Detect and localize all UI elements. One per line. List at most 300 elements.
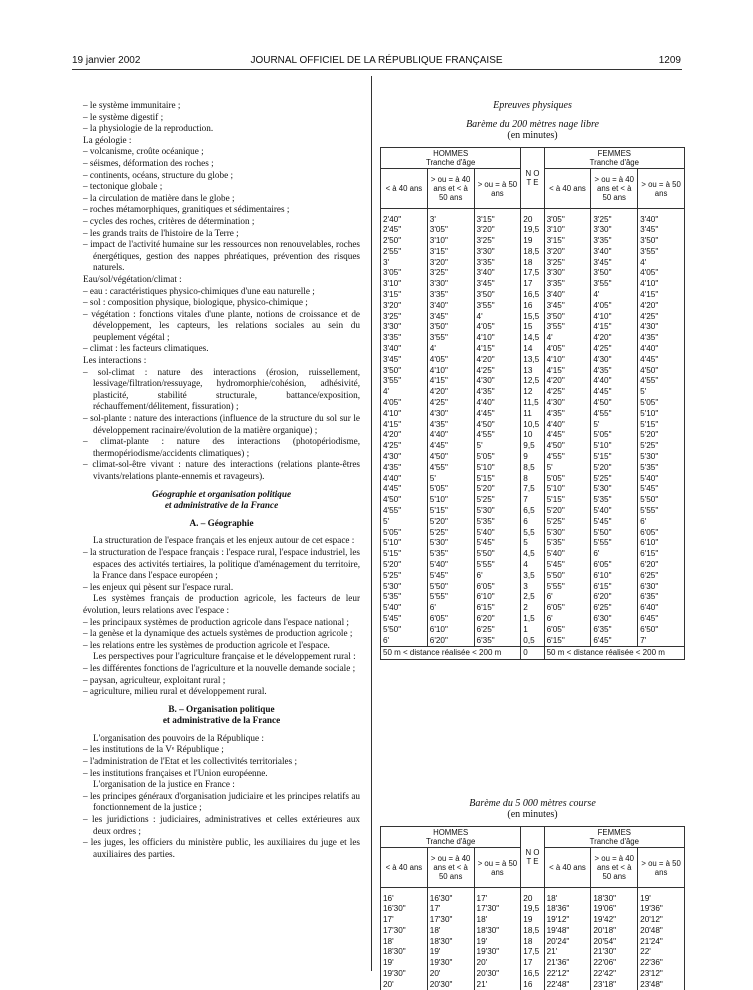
time-cell: 4'25" <box>591 344 638 355</box>
note-cell: 8,5 <box>521 463 544 474</box>
time-cell: 6'35" <box>474 636 521 647</box>
time-cell: 6'05" <box>427 614 474 625</box>
time-cell: 19' <box>381 958 428 969</box>
time-cell: 5'10" <box>591 441 638 452</box>
list-item: – volcanisme, croûte océanique ; <box>83 146 360 158</box>
time-cell: 3'30" <box>427 279 474 290</box>
time-cell: 5'25" <box>638 441 685 452</box>
note-cell: 11,5 <box>521 398 544 409</box>
time-cell: 6' <box>638 517 685 528</box>
time-cell: 6'05" <box>591 560 638 571</box>
note-cell: 1 <box>521 625 544 636</box>
note-cell: 10 <box>521 430 544 441</box>
time-cell: 4'30" <box>427 409 474 420</box>
time-cell: 5'30" <box>427 538 474 549</box>
time-cell: 21'36" <box>544 958 591 969</box>
paragraph: et administrative de la France <box>162 715 281 726</box>
time-cell: 5'10" <box>381 538 428 549</box>
time-cell: 5'15" <box>638 420 685 431</box>
header-page-number: 1209 <box>658 55 681 66</box>
note-cell: 2 <box>521 603 544 614</box>
time-cell: 17'30" <box>474 904 521 915</box>
time-cell: 3'40" <box>544 290 591 301</box>
column-header: < à 40 ans <box>381 169 428 209</box>
time-cell: 5'30" <box>544 528 591 539</box>
time-cell: 3'35" <box>427 290 474 301</box>
time-cell: 19'30" <box>427 958 474 969</box>
note-cell: 12,5 <box>521 376 544 387</box>
header-men-label: HOMMES <box>433 828 469 837</box>
list-item: – la genèse et la dynamique des actuels systèmes de production agricole ; <box>83 628 360 640</box>
list-item: – les institutions françaises et l'Union européenne. <box>83 768 360 780</box>
table-row <box>381 636 685 647</box>
time-cell: 4'50" <box>591 398 638 409</box>
time-cell: 5'15" <box>427 506 474 517</box>
note-cell: 10,5 <box>521 420 544 431</box>
time-cell: 18' <box>381 937 428 948</box>
note-cell: 14,5 <box>521 333 544 344</box>
table2-unit: (en minutes) <box>507 809 558 820</box>
time-cell: 5'45" <box>381 614 428 625</box>
header-women-label: FEMMES <box>597 828 631 837</box>
time-cell: 5'20" <box>427 517 474 528</box>
time-cell: 7' <box>638 636 685 647</box>
time-cell: 17' <box>381 915 428 926</box>
header-women-label: FEMMES <box>597 149 631 158</box>
time-cell: 5'45" <box>427 571 474 582</box>
time-cell: 6'10" <box>638 538 685 549</box>
time-cell: 4'35" <box>427 420 474 431</box>
time-cell: 4'40" <box>474 398 521 409</box>
header-men <box>381 827 521 848</box>
time-cell: 4'30" <box>638 322 685 333</box>
list-item: – les principes généraux d'organisation judiciaire et les principes relatifs au fonctionnement de la justice ; <box>83 791 360 814</box>
time-cell: 6'05" <box>474 582 521 593</box>
header-women-tranche: Tranche d'âge <box>589 837 639 846</box>
column-header: > ou = à 50 ans <box>474 848 521 888</box>
list-item: – les relations entre les systèmes de production agricole et l'espace. <box>83 640 360 652</box>
paragraph: L'organisation des pouvoirs de la République : <box>93 732 264 743</box>
time-cell: 4'15" <box>544 366 591 377</box>
time-cell: 6'45" <box>591 636 638 647</box>
header-men-label: HOMMES <box>433 149 469 158</box>
note-cell: 17 <box>521 279 544 290</box>
table-row <box>381 344 685 355</box>
time-cell: 3'30" <box>591 225 638 236</box>
time-cell: 4'25" <box>474 366 521 377</box>
time-cell: 3'25" <box>544 258 591 269</box>
time-cell: 4'10" <box>474 333 521 344</box>
time-cell: 19'30" <box>381 969 428 980</box>
time-cell: 5'15" <box>381 549 428 560</box>
time-cell: 4'10" <box>381 409 428 420</box>
time-cell: 3'25" <box>427 268 474 279</box>
note-cell: 16 <box>521 301 544 312</box>
time-cell: 5'40" <box>427 560 474 571</box>
table-row <box>381 538 685 549</box>
time-cell: 3'50" <box>427 322 474 333</box>
time-cell: 5'05" <box>638 398 685 409</box>
time-cell: 4'20" <box>474 355 521 366</box>
time-cell: 19'30" <box>474 947 521 958</box>
time-cell: 5'55" <box>544 582 591 593</box>
time-cell: 4'05" <box>638 268 685 279</box>
paragraph: L'organisation de la justice en France : <box>93 779 235 790</box>
list-item: – sol-plante : nature des interactions (influence de la structure du sol sur le développement racinaire/évolution de la matière organique) ; <box>83 413 360 436</box>
footer-women: 50 m < distance réalisée < 200 m <box>544 647 684 660</box>
note-cell: 8 <box>521 474 544 485</box>
time-cell: 2'50" <box>381 236 428 247</box>
time-cell: 4'55" <box>427 463 474 474</box>
time-cell: 20'54" <box>591 937 638 948</box>
time-cell: 3' <box>381 258 428 269</box>
table-row <box>381 290 685 301</box>
note-cell: 18 <box>521 258 544 269</box>
time-cell: 23'12" <box>638 969 685 980</box>
list-item: – le système digestif ; <box>83 112 360 124</box>
time-cell: 20'18" <box>591 926 638 937</box>
time-cell: 3'10" <box>381 279 428 290</box>
time-cell: 6'15" <box>544 636 591 647</box>
time-cell: 6'10" <box>427 625 474 636</box>
time-cell: 3'55" <box>638 247 685 258</box>
time-cell: 17' <box>427 904 474 915</box>
table-row <box>381 322 685 333</box>
time-cell: 20' <box>474 958 521 969</box>
header-women-tranche: Tranche d'âge <box>589 158 639 167</box>
time-cell: 19'12" <box>544 915 591 926</box>
time-cell: 5'15" <box>544 495 591 506</box>
time-cell: 4'05" <box>591 301 638 312</box>
time-cell: 3'20" <box>381 301 428 312</box>
list-item: – les principaux systèmes de production agricole dans l'espace national ; <box>83 617 360 629</box>
table-row <box>381 571 685 582</box>
time-cell: 4'40" <box>638 344 685 355</box>
note-cell: 16 <box>521 980 544 990</box>
time-cell: 5'20" <box>474 484 521 495</box>
time-cell: 18' <box>427 926 474 937</box>
paragraph: Eau/sol/végétation/climat : <box>83 273 182 284</box>
note-cell: 14 <box>521 344 544 355</box>
time-cell: 18'30" <box>591 894 638 905</box>
time-cell: 4'25" <box>638 312 685 323</box>
time-cell: 3'15" <box>474 215 521 226</box>
time-cell: 6'15" <box>638 549 685 560</box>
time-cell: 4'05" <box>474 322 521 333</box>
time-cell: 16'30" <box>427 894 474 905</box>
list-item: – climat-plante : nature des interactions (photopériodisme, thermopériodisme/accidents climatiques) ; <box>83 436 360 459</box>
time-cell: 3'05" <box>427 225 474 236</box>
paragraph: Les systèmes français de production agricole, les facteurs de leur évolution, leurs relations avec l'espace : <box>83 593 360 615</box>
time-cell: 6'25" <box>474 625 521 636</box>
time-cell: 4' <box>427 344 474 355</box>
table-row <box>381 409 685 420</box>
list-item: – le système immunitaire ; <box>83 100 360 112</box>
time-cell: 5'20" <box>591 463 638 474</box>
table-row <box>381 958 685 969</box>
list-item: – les grands traits de l'histoire de la Terre ; <box>83 228 360 240</box>
time-cell: 19' <box>427 947 474 958</box>
header-men <box>381 148 521 169</box>
list-item: – agriculture, milieu rural et développement rural. <box>83 686 360 698</box>
table-5000m-run <box>380 826 685 990</box>
paragraph: B. – Organisation politique <box>168 703 275 714</box>
time-cell: 3' <box>427 215 474 226</box>
time-cell: 5'50" <box>474 549 521 560</box>
section-title: Epreuves physiques <box>493 100 572 111</box>
time-cell: 5'45" <box>591 517 638 528</box>
list-item: – eau : caractéristiques physico-chimiques d'une eau naturelle ; <box>83 286 360 298</box>
time-cell: 18'30" <box>381 947 428 958</box>
time-cell: 3'50" <box>591 268 638 279</box>
time-cell: 6'25" <box>591 603 638 614</box>
time-cell: 5'35" <box>381 592 428 603</box>
time-cell: 5'35" <box>544 538 591 549</box>
time-cell: 5'25" <box>381 571 428 582</box>
paragraph: et administrative de la France <box>164 500 279 511</box>
time-cell: 4'15" <box>427 376 474 387</box>
table-row <box>381 915 685 926</box>
note-cell: 13 <box>521 366 544 377</box>
page-header <box>0 55 753 69</box>
time-cell: 3'25" <box>591 215 638 226</box>
table-row <box>381 506 685 517</box>
list-item: – végétation : fonctions vitales d'une plante, notions de croissance et de développement, les capteurs, les relations sociales au sein du peuplement végétal ; <box>83 309 360 344</box>
time-cell: 23'48" <box>638 980 685 990</box>
time-cell: 4'25" <box>381 441 428 452</box>
time-cell: 5'35" <box>591 495 638 506</box>
list-item: – la circulation de matière dans le globe ; <box>83 193 360 205</box>
time-cell: 4'45" <box>474 409 521 420</box>
time-cell: 21'24" <box>638 937 685 948</box>
paragraph: Les interactions : <box>83 355 147 366</box>
time-cell: 23'18" <box>591 980 638 990</box>
time-cell: 6'30" <box>591 614 638 625</box>
time-cell: 3'45" <box>427 312 474 323</box>
time-cell: 6'05" <box>544 603 591 614</box>
time-cell: 20' <box>427 969 474 980</box>
table-row <box>381 452 685 463</box>
time-cell: 22'48" <box>544 980 591 990</box>
time-cell: 6'40" <box>638 603 685 614</box>
time-cell: 18'36" <box>544 904 591 915</box>
time-cell: 5'10" <box>544 484 591 495</box>
time-cell: 4'05" <box>544 344 591 355</box>
time-cell: 4'35" <box>381 463 428 474</box>
list-item: – la structuration de l'espace français : l'espace rural, l'espace industriel, les espaces des activités tertiaires, la politique d'aménagement du territoire, la France dans l'espace européen ; <box>83 547 360 582</box>
time-cell: 5'50" <box>381 625 428 636</box>
time-cell: 4'10" <box>638 279 685 290</box>
time-cell: 3'45" <box>381 355 428 366</box>
time-cell: 4'45" <box>381 484 428 495</box>
table-row <box>381 894 685 905</box>
note-cell: 16,5 <box>521 969 544 980</box>
note-cell: 7,5 <box>521 484 544 495</box>
time-cell: 16' <box>381 894 428 905</box>
header-women <box>544 827 684 848</box>
note-cell: 18,5 <box>521 247 544 258</box>
table-row <box>381 268 685 279</box>
note-cell: 19 <box>521 236 544 247</box>
note-cell: 5,5 <box>521 528 544 539</box>
time-cell: 3'15" <box>381 290 428 301</box>
table-row <box>381 355 685 366</box>
table-row <box>381 225 685 236</box>
time-cell: 6' <box>544 614 591 625</box>
time-cell: 3'45" <box>474 279 521 290</box>
list-item: – sol-climat : nature des interactions (érosion, ruissellement, lessivage/filtration/ressuyage, hydromorphie/cohésion, adhésivité, plasticité, stabilité structurale, battance/exposition, réchauffement/délitement, fissuration) ; <box>83 367 360 413</box>
time-cell: 4'35" <box>544 409 591 420</box>
time-cell: 6'05" <box>638 528 685 539</box>
note-cell: 4 <box>521 560 544 571</box>
note-cell: 18 <box>521 937 544 948</box>
time-cell: 5'35" <box>474 517 521 528</box>
time-cell: 4'10" <box>427 366 474 377</box>
time-cell: 19'42" <box>591 915 638 926</box>
time-cell: 3'15" <box>427 247 474 258</box>
column-header: < à 40 ans <box>544 848 591 888</box>
header-title: JOURNAL OFFICIEL DE LA RÉPUBLIQUE FRANÇAISE <box>250 55 503 66</box>
time-cell: 3'35" <box>591 236 638 247</box>
paragraph: Les perspectives pour l'agriculture française et le développement rural : <box>93 651 356 662</box>
time-cell: 5'05" <box>381 528 428 539</box>
table-row <box>381 387 685 398</box>
time-cell: 3'35" <box>544 279 591 290</box>
column-header: > ou = à 40 ans et < à 50 ans <box>591 169 638 209</box>
time-cell: 6'20" <box>638 560 685 571</box>
column-header: < à 40 ans <box>381 848 428 888</box>
table1-unit: (en minutes) <box>507 130 558 141</box>
time-cell: 5'30" <box>591 484 638 495</box>
time-cell: 17' <box>474 894 521 905</box>
time-cell: 18'30" <box>427 937 474 948</box>
time-cell: 5'50" <box>427 582 474 593</box>
time-cell: 4'50" <box>427 452 474 463</box>
table-200m-swim <box>380 147 685 660</box>
note-cell: 3 <box>521 582 544 593</box>
list-item: – paysan, agriculteur, exploitant rural ; <box>83 675 360 687</box>
time-cell: 6'15" <box>474 603 521 614</box>
time-cell: 5'25" <box>591 474 638 485</box>
time-cell: 4'55" <box>474 430 521 441</box>
list-item: – climat : les facteurs climatiques. <box>83 343 360 355</box>
time-cell: 4'45" <box>591 387 638 398</box>
time-cell: 22'06" <box>591 958 638 969</box>
time-cell: 3'40" <box>474 268 521 279</box>
note-cell: 13,5 <box>521 355 544 366</box>
time-cell: 5'30" <box>474 506 521 517</box>
time-cell: 4'15" <box>381 420 428 431</box>
time-cell: 4'35" <box>638 333 685 344</box>
time-cell: 4'20" <box>591 333 638 344</box>
column-header: > ou = à 50 ans <box>638 848 685 888</box>
table-row <box>381 937 685 948</box>
header-rule <box>72 69 682 70</box>
time-cell: 4'25" <box>427 398 474 409</box>
time-cell: 4'20" <box>427 387 474 398</box>
note-cell: 3,5 <box>521 571 544 582</box>
time-cell: 3'35" <box>474 258 521 269</box>
time-cell: 4'40" <box>591 376 638 387</box>
time-cell: 2'40" <box>381 215 428 226</box>
time-cell: 5'05" <box>427 484 474 495</box>
time-cell: 21' <box>474 980 521 990</box>
time-cell: 3'40" <box>591 247 638 258</box>
list-item: – les différentes fonctions de l'agriculture et la nouvelle demande sociale ; <box>83 663 360 675</box>
header-date: 19 janvier 2002 <box>72 55 141 66</box>
time-cell: 4'10" <box>544 355 591 366</box>
time-cell: 22'42" <box>591 969 638 980</box>
time-cell: 5' <box>474 441 521 452</box>
time-cell: 3'45" <box>638 225 685 236</box>
right-column-top <box>380 100 685 660</box>
note-cell: 4,5 <box>521 549 544 560</box>
note-cell: 6,5 <box>521 506 544 517</box>
time-cell: 3'20" <box>544 247 591 258</box>
time-cell: 2'45" <box>381 225 428 236</box>
time-cell: 6'20" <box>427 636 474 647</box>
time-cell: 3'45" <box>544 301 591 312</box>
list-item: – tectonique globale ; <box>83 181 360 193</box>
time-cell: 5'55" <box>427 592 474 603</box>
time-cell: 4'45" <box>427 441 474 452</box>
table-row <box>381 592 685 603</box>
time-cell: 4'55" <box>591 409 638 420</box>
header-women <box>544 148 684 169</box>
time-cell: 3'55" <box>427 333 474 344</box>
time-cell: 19'06" <box>591 904 638 915</box>
header-men-tranche: Tranche d'âge <box>425 158 476 167</box>
table-row <box>381 474 685 485</box>
time-cell: 4' <box>544 333 591 344</box>
time-cell: 4'55" <box>638 376 685 387</box>
time-cell: 3'15" <box>544 236 591 247</box>
time-cell: 4'25" <box>544 387 591 398</box>
time-cell: 3'50" <box>638 236 685 247</box>
table-row <box>381 301 685 312</box>
table-row <box>381 549 685 560</box>
paragraph: A. – Géographie <box>189 517 254 528</box>
time-cell: 6'25" <box>638 571 685 582</box>
list-item: – séismes, déformation des roches ; <box>83 158 360 170</box>
column-divider <box>371 76 372 971</box>
time-cell: 18'30" <box>474 926 521 937</box>
table-row <box>381 517 685 528</box>
time-cell: 4'20" <box>544 376 591 387</box>
time-cell: 5'10" <box>427 495 474 506</box>
time-cell: 3'05" <box>381 268 428 279</box>
note-cell: 17,5 <box>521 947 544 958</box>
note-cell: 17 <box>521 958 544 969</box>
list-item: – les juges, les officiers du ministère public, les auxiliaires du juge et les auxiliaires des parties. <box>83 837 360 860</box>
time-cell: 5'40" <box>591 506 638 517</box>
table-row <box>381 614 685 625</box>
note-cell: 9 <box>521 452 544 463</box>
table-row <box>381 279 685 290</box>
time-cell: 6'05" <box>544 625 591 636</box>
table-row <box>381 366 685 377</box>
header-men-tranche: Tranche d'âge <box>425 837 476 846</box>
time-cell: 20'30" <box>474 969 521 980</box>
time-cell: 5'45" <box>474 538 521 549</box>
footer-men: 50 m < distance réalisée < 200 m <box>381 647 521 660</box>
note-cell: 1,5 <box>521 614 544 625</box>
list-item: – la physiologie de la reproduction. <box>83 123 360 135</box>
time-cell: 2'55" <box>381 247 428 258</box>
header-note: N O T E <box>521 827 544 888</box>
note-cell: 19 <box>521 915 544 926</box>
time-cell: 22'36" <box>638 958 685 969</box>
